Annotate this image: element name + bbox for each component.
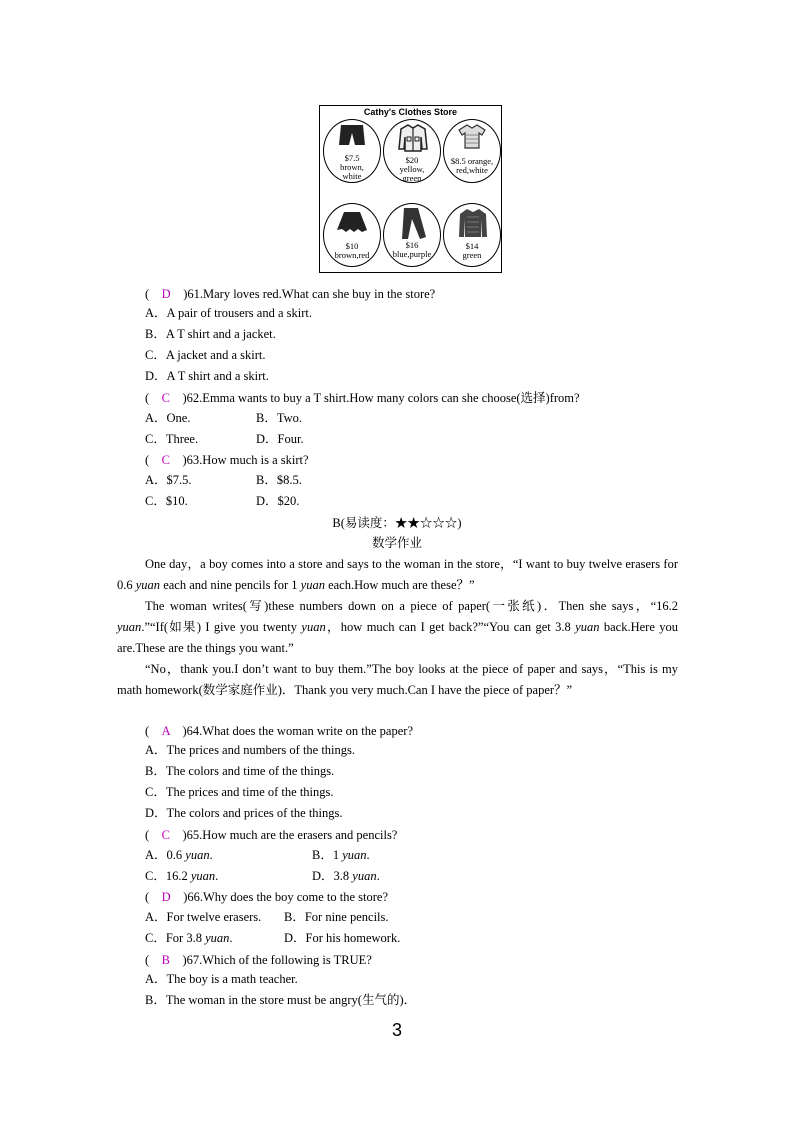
question-61: ( D )61.Mary loves red.What can she buy in the store? [145, 287, 436, 301]
options-62ab [145, 411, 303, 426]
option-65b: B．1 yuan. [312, 848, 370, 862]
item-jacket [383, 119, 441, 183]
passage-paragraph-1: One day，a boy comes into a store and says to the woman in the store，“I want to buy twelve erasers for 0.6 yuan each and nine pencils for 1 yuan each.How much are these？” [117, 557, 678, 592]
options-65cd [145, 869, 380, 884]
item-tshirt [443, 119, 501, 183]
question-62: ( C )62.Emma wants to buy a T shirt.How many colors can she choose(选择)from? [145, 391, 580, 405]
jacket-icon [398, 123, 428, 153]
option-63a: A．$7.5. [145, 473, 192, 487]
skirt-icon [336, 210, 368, 234]
option-64c: C．The prices and time of the things. [145, 785, 334, 799]
option-62d: D．Four. [256, 432, 304, 446]
option-66d: D．For his homework. [284, 931, 401, 945]
options-63ab [145, 473, 302, 488]
question-67: ( B )67.Which of the following is TRUE? [145, 953, 372, 967]
options-66ab [145, 910, 389, 925]
trousers-icon [398, 207, 428, 241]
store-title: Cathy's Clothes Store [363, 107, 458, 117]
answer-63: C [161, 453, 171, 467]
options-62cd [145, 432, 304, 447]
item-label: $14 green [462, 241, 482, 260]
option-66a: A．For twelve erasers. [145, 910, 262, 924]
store-image [319, 105, 502, 273]
passage-paragraph-2: The woman writes(写)these numbers down on a piece of paper(一张纸)．Then she says，“16.2 yuan.”“If(如果) I give you twenty yuan，how much can I get back?”“You can get 3.8 yuan back.Here you are.These are the things you want.” [117, 599, 679, 655]
option-63b: B．$8.5. [256, 473, 302, 487]
section-b-heading: B(易读度：★★☆☆☆) [332, 516, 462, 530]
tshirt-icon [458, 123, 486, 149]
option-67b: B．The woman in the store must be angry(生气的)． [145, 993, 417, 1007]
option-62a: A．One. [145, 411, 191, 425]
item-label: $16 blue,purple [392, 240, 432, 259]
option-61c: C．A jacket and a skirt. [145, 348, 266, 362]
option-61d: D．A T shirt and a skirt. [145, 369, 269, 383]
answer-61: D [161, 287, 171, 301]
answer-64: A [161, 724, 171, 738]
option-62c: C．Three. [145, 432, 199, 446]
option-66c: C．For 3.8 yuan. [145, 931, 233, 945]
question-63: ( C )63.How much is a skirt? [145, 453, 309, 467]
item-label: $7.5 brown, white [340, 153, 364, 181]
option-61a: A．A pair of trousers and a skirt. [145, 306, 312, 320]
item-skirt [323, 203, 381, 267]
option-65d: D．3.8 yuan. [312, 869, 380, 883]
answer-62: C [161, 391, 171, 405]
question-65: ( C )65.How much are the erasers and pencils? [145, 828, 398, 842]
option-64a: A．The prices and numbers of the things. [145, 743, 356, 757]
item-sweater [443, 203, 501, 267]
options-65ab [145, 848, 370, 863]
item-label: $20 yellow, green [399, 155, 425, 183]
item-label: $10 brown,red [334, 241, 370, 260]
option-64b: B．The colors and time of the things. [145, 764, 335, 778]
question-64: ( A )64.What does the woman write on the paper? [145, 724, 413, 738]
passage-title: 数学作业 [371, 536, 422, 550]
item-shorts [323, 119, 381, 183]
shorts-icon [338, 123, 366, 149]
option-65c: C．16.2 yuan. [145, 869, 219, 883]
options-66cd [145, 931, 401, 946]
item-label: $8.5 orange, red,white [450, 156, 494, 175]
answer-65: C [161, 828, 171, 842]
option-63c: C．$10. [145, 494, 188, 508]
options-63cd [145, 494, 300, 509]
option-66b: B．For nine pencils. [284, 910, 389, 924]
option-67a: A．The boy is a math teacher. [145, 972, 298, 986]
option-62b: B．Two. [256, 411, 303, 425]
option-63d: D．$20. [256, 494, 300, 508]
item-trousers [383, 203, 441, 267]
page-number: 3 [391, 1020, 402, 1040]
sweater-icon [458, 207, 488, 239]
answer-67: B [161, 953, 171, 967]
answer-66: D [161, 890, 171, 904]
passage-paragraph-3: “No，thank you.I don’t want to buy them.”The boy looks at the piece of paper and says，“This is my math homework(数学家庭作业)．Thank you very much.Can I have the piece of paper？” [117, 662, 678, 697]
option-61b: B．A T shirt and a jacket. [145, 327, 276, 341]
option-64d: D．The colors and prices of the things. [145, 806, 343, 820]
question-66: ( D )66.Why does the boy come to the store? [145, 890, 389, 904]
option-65a: A．0.6 yuan. [145, 848, 213, 862]
